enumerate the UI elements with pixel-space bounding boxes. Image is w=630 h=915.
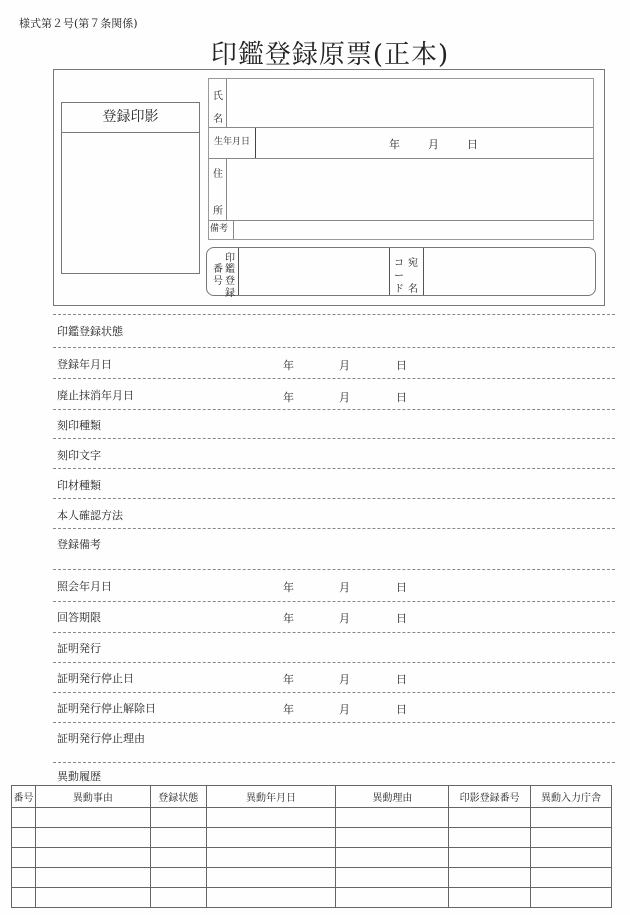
- table-cell[interactable]: [531, 888, 612, 908]
- header-change-date: 異動年月日: [206, 786, 336, 808]
- change-history-table: [11, 785, 612, 908]
- divider: [53, 762, 615, 763]
- year-unit: 年: [283, 391, 294, 404]
- table-cell[interactable]: [150, 848, 206, 868]
- month-unit: 月: [339, 359, 350, 372]
- table-cell[interactable]: [12, 848, 36, 868]
- year-unit: 年: [283, 581, 294, 594]
- year-unit: 年: [283, 703, 294, 716]
- name-label: [209, 79, 227, 127]
- form-number: 様式第２号(第７条関係): [19, 17, 138, 30]
- table-row: [12, 888, 612, 908]
- code-label-3: ド: [394, 284, 404, 295]
- seal-impression-area[interactable]: [62, 133, 199, 273]
- name-field[interactable]: [227, 79, 593, 127]
- dob-field[interactable]: [256, 128, 593, 158]
- header-number: 番号: [12, 786, 36, 808]
- field-certificate-issuance: 証明発行: [57, 642, 101, 655]
- year-unit: 年: [389, 138, 400, 151]
- table-cell[interactable]: [449, 808, 531, 828]
- month-unit: 月: [339, 581, 350, 594]
- table-cell[interactable]: [150, 888, 206, 908]
- field-inquiry-date: 照会年月日: [57, 580, 112, 593]
- month-unit: 月: [339, 673, 350, 686]
- page-title: 印鑑登録原票(正本): [210, 40, 450, 70]
- table-row: [12, 808, 612, 828]
- dob-label: 生年月日: [209, 128, 256, 158]
- seal-reg-label-2: 鑑: [225, 264, 235, 275]
- field-abolition-date: 廃止抹消年月日: [57, 389, 134, 402]
- table-cell[interactable]: [35, 828, 150, 848]
- table-row: [12, 868, 612, 888]
- table-row: [12, 848, 612, 868]
- divider: [53, 378, 615, 379]
- day-unit: 日: [396, 673, 407, 686]
- table-cell[interactable]: [336, 848, 449, 868]
- divider: [53, 722, 615, 723]
- field-material-type: 印材種類: [57, 479, 101, 492]
- table-cell[interactable]: [206, 828, 336, 848]
- divider: [238, 248, 239, 295]
- divider: [53, 692, 615, 693]
- header-registration-status: 登録状態: [150, 786, 206, 808]
- divider: [53, 438, 615, 439]
- day-unit: 日: [396, 359, 407, 372]
- table-cell[interactable]: [336, 868, 449, 888]
- field-engraving-text: 刻印文字: [57, 449, 101, 462]
- day-unit: 日: [396, 391, 407, 404]
- header-seal-registration-number: 印影登録番号: [449, 786, 531, 808]
- table-cell[interactable]: [449, 828, 531, 848]
- table-cell[interactable]: [35, 808, 150, 828]
- header-change-reason: 異動事由: [35, 786, 150, 808]
- field-registration-remarks: 登録備考: [57, 538, 101, 551]
- table-cell[interactable]: [150, 868, 206, 888]
- divider: [53, 601, 615, 602]
- seal-number-label-2: 号: [213, 276, 223, 287]
- address-label-char: 所: [213, 206, 223, 217]
- table-cell[interactable]: [449, 888, 531, 908]
- year-unit: 年: [283, 359, 294, 372]
- divider: [53, 468, 615, 469]
- year-unit: 年: [283, 673, 294, 686]
- month-unit: 月: [339, 391, 350, 404]
- month-unit: 月: [339, 612, 350, 625]
- day-unit: 日: [396, 612, 407, 625]
- year-unit: 年: [283, 612, 294, 625]
- divider: [389, 248, 390, 295]
- address-label: [209, 159, 227, 220]
- table-row: [12, 828, 612, 848]
- table-cell[interactable]: [35, 888, 150, 908]
- table-cell[interactable]: [336, 808, 449, 828]
- registered-seal-box: [61, 102, 200, 274]
- divider: [53, 569, 615, 570]
- table-cell[interactable]: [206, 868, 336, 888]
- field-seal-status: 印鑑登録状態: [57, 325, 123, 338]
- field-issuance-suspension-date: 証明発行停止日: [57, 672, 134, 685]
- address-label-char: 住: [213, 169, 223, 180]
- divider: [53, 662, 615, 663]
- table-cell[interactable]: [449, 848, 531, 868]
- seal-reg-label-3: 登: [225, 276, 235, 287]
- address-row: [209, 159, 593, 221]
- code-label-1: コ: [394, 258, 404, 269]
- day-unit: 日: [396, 581, 407, 594]
- remarks-row: [209, 221, 593, 239]
- divider: [423, 248, 424, 295]
- table-cell[interactable]: [35, 848, 150, 868]
- addressee-label-2: 名: [408, 284, 418, 295]
- table-cell[interactable]: [531, 848, 612, 868]
- dob-row: [209, 128, 593, 159]
- remarks-field[interactable]: [233, 221, 593, 239]
- field-suspension-reason: 証明発行停止理由: [57, 732, 145, 745]
- address-field[interactable]: [227, 159, 593, 220]
- header-input-office: 異動入力庁舎: [531, 786, 612, 808]
- table-cell[interactable]: [531, 808, 612, 828]
- field-registration-date: 登録年月日: [57, 358, 112, 371]
- seal-registration-number-field[interactable]: [240, 248, 388, 295]
- field-engraving-type: 刻印種類: [57, 419, 101, 432]
- table-cell[interactable]: [449, 868, 531, 888]
- table-cell[interactable]: [150, 828, 206, 848]
- field-reply-deadline: 回答期限: [57, 611, 101, 624]
- divider: [53, 347, 615, 348]
- table-header-row: [12, 786, 612, 808]
- day-unit: 日: [467, 138, 478, 151]
- registration-number-box: [206, 247, 596, 299]
- name-label-char: 氏: [213, 91, 223, 102]
- table-cell[interactable]: [12, 808, 36, 828]
- divider: [53, 528, 615, 529]
- field-identity-verification: 本人確認方法: [57, 509, 123, 522]
- table-cell[interactable]: [206, 848, 336, 868]
- header-change-cause: 異動理由: [336, 786, 449, 808]
- seal-reg-label-4: 録: [225, 288, 235, 299]
- table-cell[interactable]: [531, 828, 612, 848]
- divider: [53, 409, 615, 410]
- addressee-label-1: 宛: [408, 258, 418, 269]
- seal-reg-label-1: 印: [225, 253, 235, 264]
- table-cell[interactable]: [12, 888, 36, 908]
- divider: [53, 498, 615, 499]
- code-label-2: ー: [394, 271, 404, 282]
- table-cell[interactable]: [336, 888, 449, 908]
- name-row: [209, 79, 593, 128]
- name-label-char: 名: [213, 114, 223, 125]
- table-cell[interactable]: [206, 888, 336, 908]
- table-cell[interactable]: [12, 828, 36, 848]
- table-cell[interactable]: [150, 808, 206, 828]
- info-table: [208, 78, 594, 240]
- addressee-code-field[interactable]: [425, 248, 595, 295]
- seal-number-label-1: 番: [213, 264, 223, 275]
- table-cell[interactable]: [206, 808, 336, 828]
- field-change-history: 異動履歴: [57, 770, 101, 783]
- table-cell[interactable]: [35, 868, 150, 888]
- remarks-label: 備考: [209, 221, 234, 239]
- field-suspension-release-date: 証明発行停止解除日: [57, 702, 156, 715]
- month-unit: 月: [428, 138, 439, 151]
- day-unit: 日: [396, 703, 407, 716]
- table-cell[interactable]: [336, 828, 449, 848]
- divider: [53, 314, 615, 315]
- table-cell[interactable]: [531, 868, 612, 888]
- month-unit: 月: [339, 703, 350, 716]
- divider: [53, 632, 615, 633]
- seal-box-label: 登録印影: [62, 103, 199, 133]
- table-cell[interactable]: [12, 868, 36, 888]
